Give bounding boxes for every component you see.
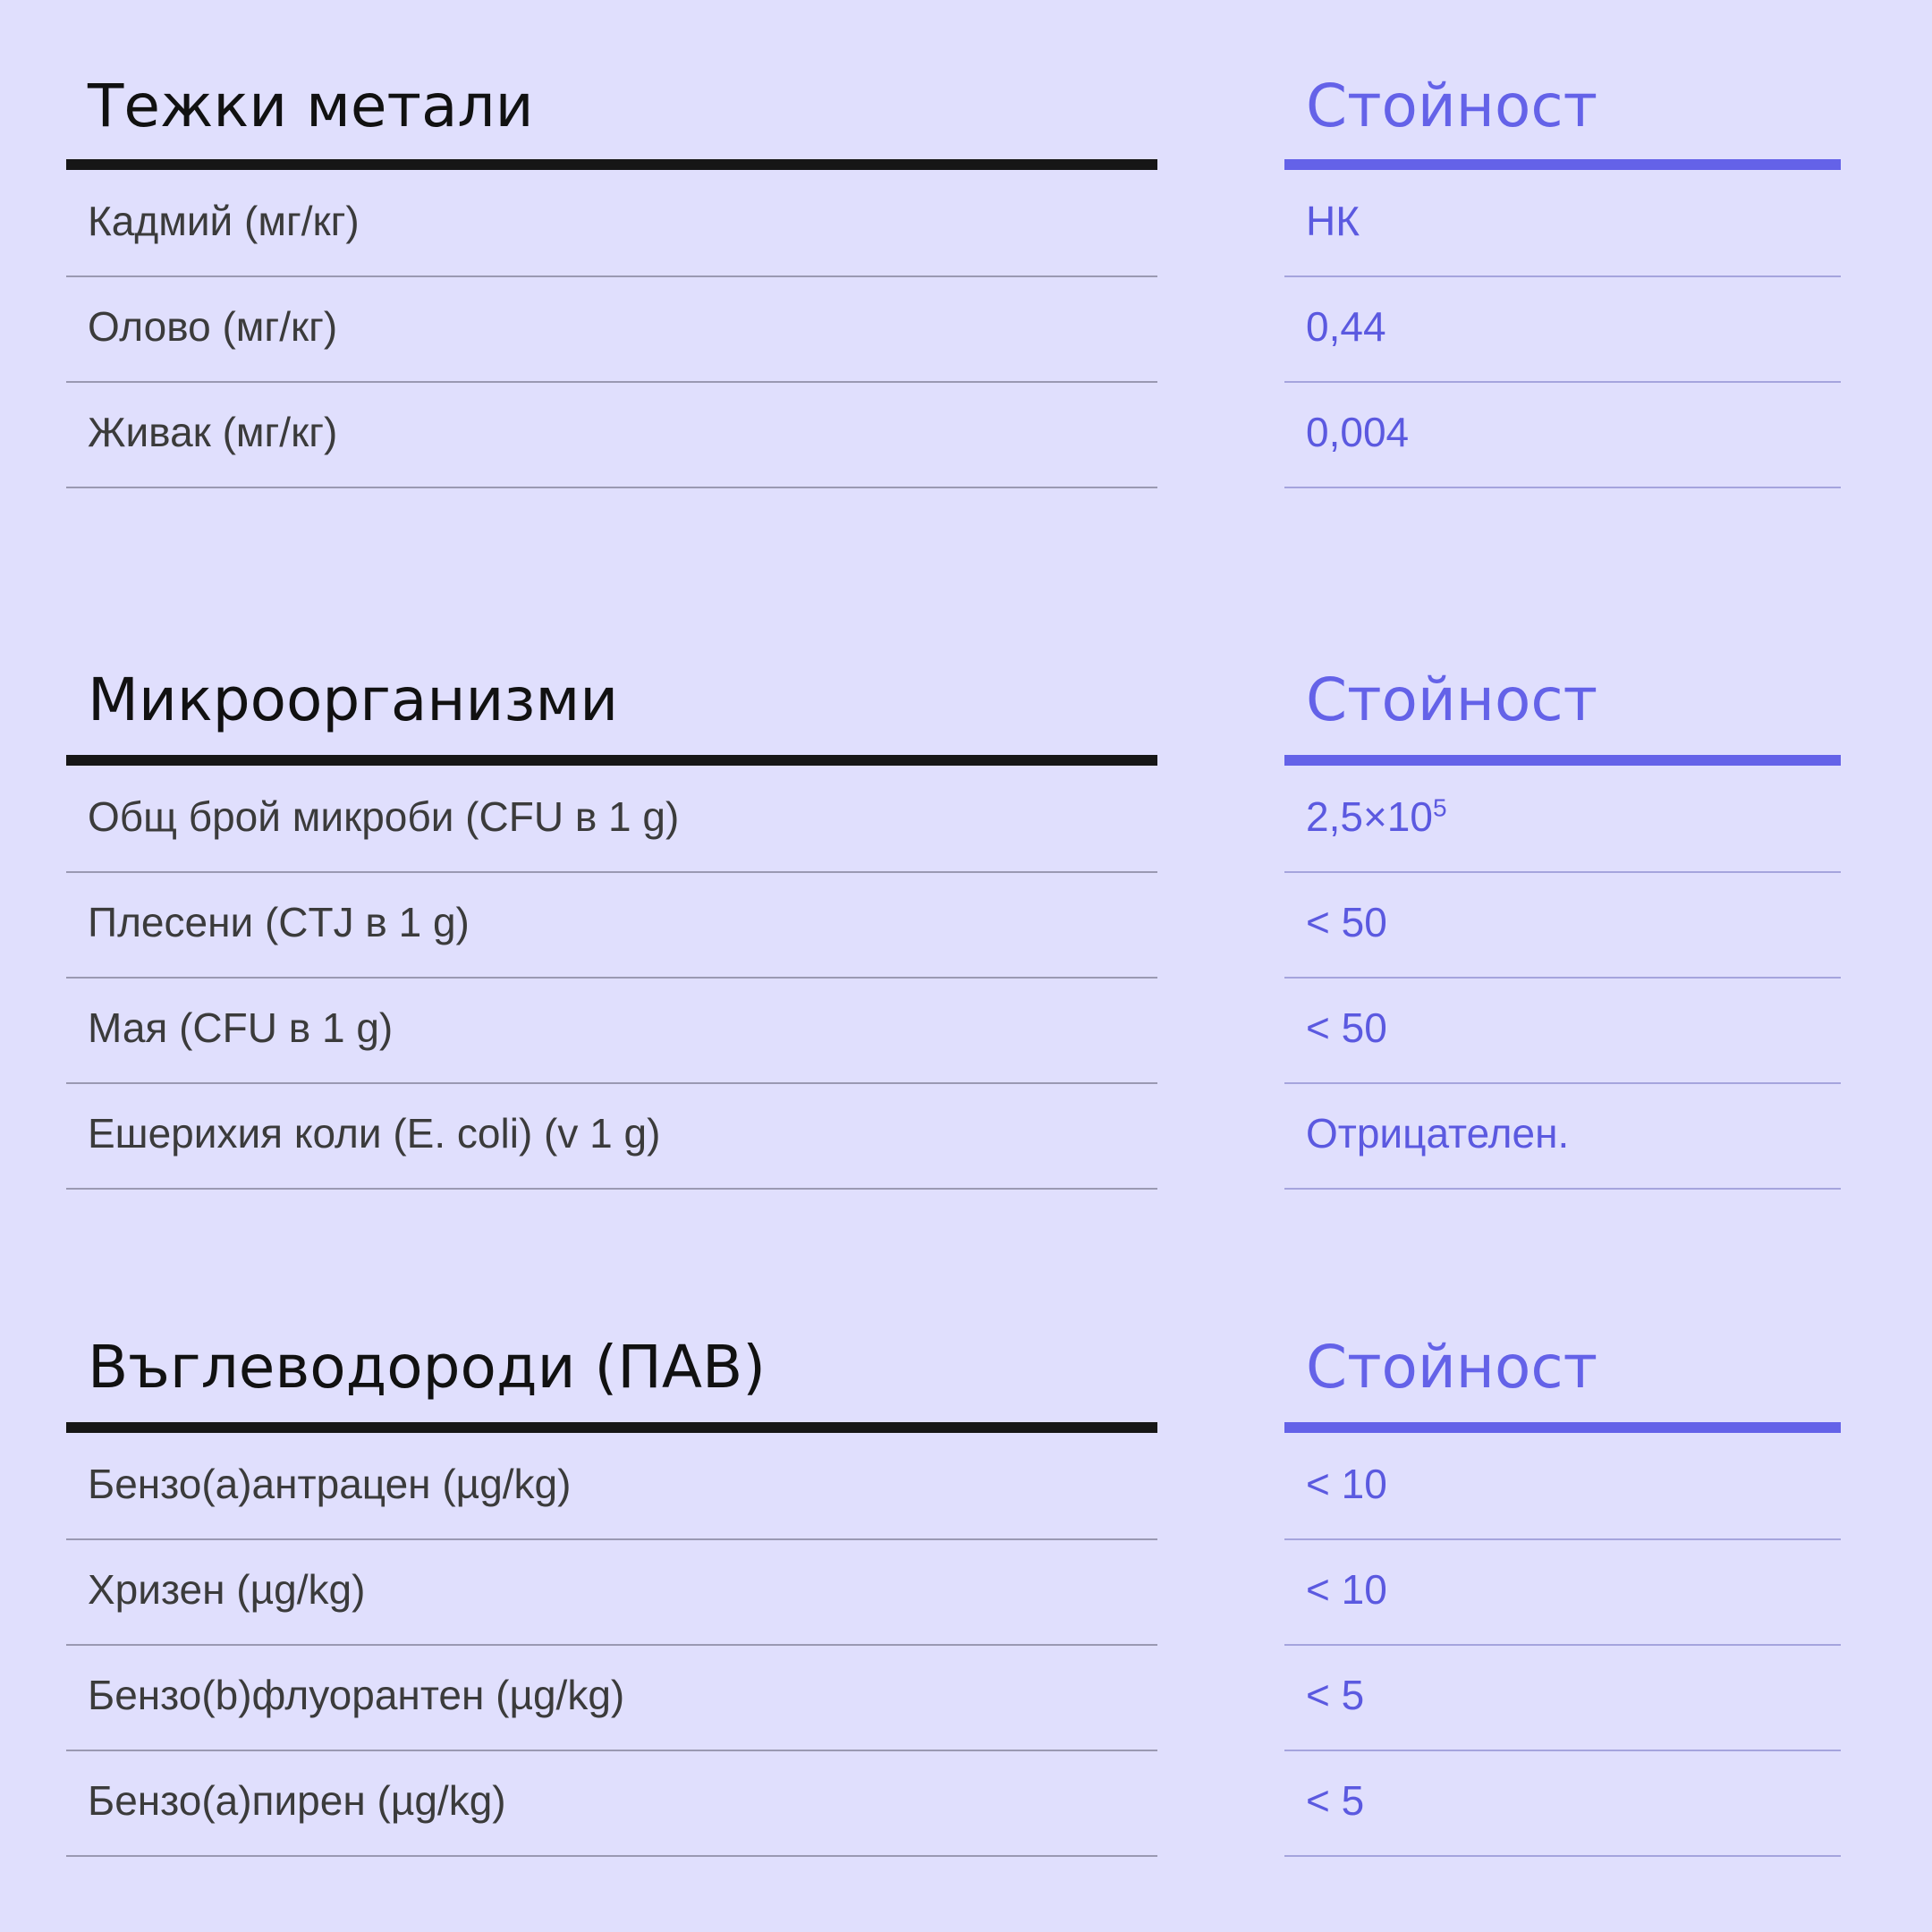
table-row xyxy=(66,977,1157,1084)
row-value: < 5 xyxy=(1306,1777,1365,1824)
table-row xyxy=(66,1644,1157,1751)
row-label: Мая (CFU в 1 g) xyxy=(88,1004,394,1051)
heading-divider xyxy=(66,1422,1157,1433)
value-column-header: Стойност xyxy=(1306,1333,1598,1402)
table-row xyxy=(1284,381,1841,488)
heavy-metals-title: Тежки метали xyxy=(88,72,534,140)
table-row xyxy=(1284,977,1841,1084)
row-label: Плесени (СTJ в 1 g) xyxy=(88,899,470,945)
table-row xyxy=(66,1433,1157,1540)
hydrocarbons-title: Въглеводороди (ПАВ) xyxy=(88,1333,767,1402)
heading-divider xyxy=(1284,159,1841,170)
row-value: < 10 xyxy=(1306,1461,1387,1507)
table-row xyxy=(66,1082,1157,1190)
heading-divider xyxy=(66,159,1157,170)
table-row xyxy=(1284,1082,1841,1190)
value-column-header: Стойност xyxy=(1306,72,1598,140)
row-value: 0,004 xyxy=(1306,409,1410,455)
table-row xyxy=(66,1538,1157,1646)
table-row xyxy=(1284,275,1841,383)
heading-divider xyxy=(66,755,1157,766)
table-row xyxy=(1284,1538,1841,1646)
table-row xyxy=(66,766,1157,873)
row-label: Общ брой микроби (CFU в 1 g) xyxy=(88,793,680,840)
table-row xyxy=(66,381,1157,488)
row-label: Олово (мг/кг) xyxy=(88,303,338,350)
table-row xyxy=(1284,1644,1841,1751)
table-row xyxy=(66,275,1157,383)
row-value: НК xyxy=(1306,198,1360,244)
heading-divider xyxy=(1284,755,1841,766)
table-row xyxy=(1284,1433,1841,1540)
row-value: Отрицателен. xyxy=(1306,1110,1570,1157)
row-value: < 50 xyxy=(1306,899,1387,945)
row-value-mantissa: 2,5×10 xyxy=(1306,793,1433,840)
heading-divider xyxy=(1284,1422,1841,1433)
row-label: Кадмий (мг/кг) xyxy=(88,198,360,244)
row-value: < 5 xyxy=(1306,1672,1365,1718)
table-row xyxy=(1284,766,1841,873)
row-label: Бензо(b)флуорантен (µg/kg) xyxy=(88,1672,625,1718)
row-value: 0,44 xyxy=(1306,303,1386,350)
table-row xyxy=(66,871,1157,979)
table-row xyxy=(1284,170,1841,277)
table-row xyxy=(66,170,1157,277)
row-value xyxy=(1306,792,1447,841)
value-column-header: Стойност xyxy=(1306,665,1598,734)
row-value: < 50 xyxy=(1306,1004,1387,1051)
microorganisms-title: Микроорганизми xyxy=(88,665,619,734)
table-row xyxy=(1284,871,1841,979)
row-value: < 10 xyxy=(1306,1566,1387,1613)
row-label: Живак (мг/кг) xyxy=(88,409,338,455)
row-label: Бензо(а)антрацен (µg/kg) xyxy=(88,1461,572,1507)
table-row xyxy=(1284,1750,1841,1857)
row-value-exponent: 5 xyxy=(1432,793,1447,822)
row-label: Ешерихия коли (E. coli) (v 1 g) xyxy=(88,1110,661,1157)
table-row xyxy=(66,1750,1157,1857)
row-label: Бензо(а)пирен (µg/kg) xyxy=(88,1777,506,1824)
row-label: Хризен (µg/kg) xyxy=(88,1566,366,1613)
